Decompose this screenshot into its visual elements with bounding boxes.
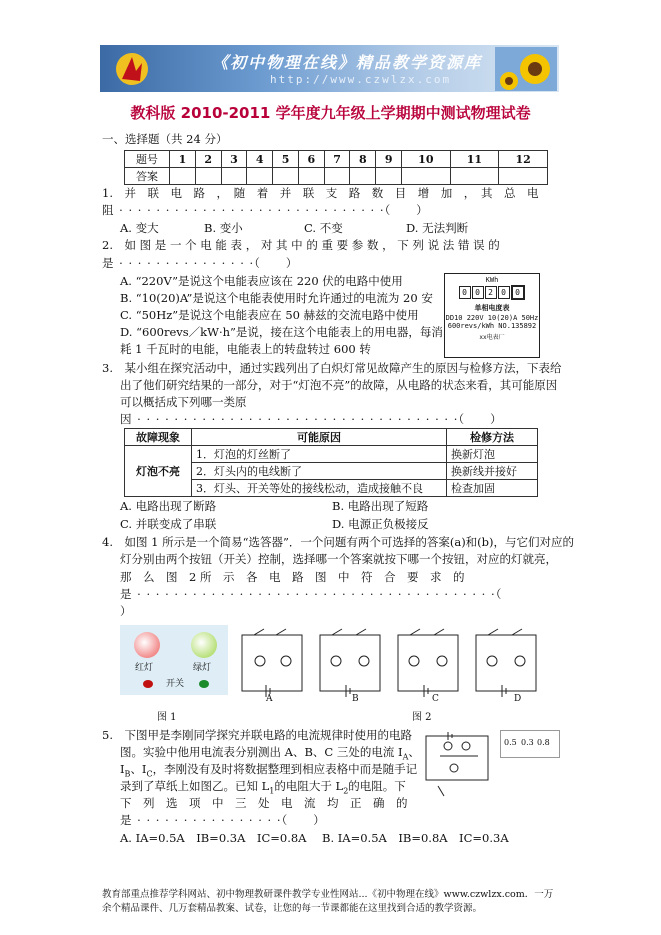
q3-option: C. 并联变成了串联 (120, 517, 217, 531)
q5-option: B. IA=0.5A IB=0.8A IC=0.3A (322, 831, 509, 845)
answer-cell[interactable] (350, 168, 376, 185)
q5-text: 录到了草纸上如图乙。已知 L (120, 779, 270, 793)
fault-cause: 2．灯头内的电线断了 (192, 463, 447, 480)
q4-line: ） (120, 604, 132, 618)
q3-option: D. 电源正负极接反 (332, 517, 429, 531)
circuit-label: A (266, 694, 273, 704)
fault-phenomenon: 灯泡不亮 (125, 446, 192, 497)
banner-url: http://www.czwlzx.com (270, 73, 452, 86)
fault-table-header (125, 429, 538, 446)
q5-text: ，李刚没有及时将数据整理到相应表格中而是随手记 (152, 762, 418, 776)
electricity-meter (444, 273, 540, 358)
q3-line: 3. 某小组在探究活动中，通过实践列出了白炽灯常见故障产生的原因与检修方法，下表给 (102, 361, 562, 375)
banner-title: 《初中物理在线》精品教学资源库 (212, 53, 483, 72)
section-heading: 一、选择题（共 24 分） (102, 132, 228, 146)
red-lamp-label: 红灯 (135, 663, 154, 673)
page-title: 教科版 2010-2011 学年度九年级上学期期中测试物理试卷 (130, 104, 531, 122)
circuit-a (242, 629, 302, 697)
answer-cell[interactable] (195, 168, 221, 185)
grid-number: 10 (402, 151, 451, 168)
meter-spec: DD10 220V 10(20)A 50Hz (445, 314, 539, 322)
q5-text: 图。实验中他用电流表分别测出 A、B、C 三处的电流 I (120, 745, 403, 759)
q3-option: A. 电路出现了断路 (120, 499, 217, 513)
grid-number: 1 (170, 151, 196, 168)
grid-number: 6 (298, 151, 324, 168)
q1-line: 1. 并 联 电 路 ， 随 着 并 联 支 路 数 目 增 加 ， 其 总 电 (102, 186, 539, 200)
answer-grid-answer-row (125, 168, 548, 185)
header-banner (100, 45, 559, 92)
fault-row (125, 446, 538, 463)
answer-cell[interactable] (499, 168, 548, 185)
meter-digit: 0 (498, 286, 510, 299)
answer-cell[interactable] (221, 168, 247, 185)
fault-table (124, 428, 538, 497)
green-lamp-label: 绿灯 (193, 663, 212, 673)
grid-number: 7 (324, 151, 350, 168)
q1-line: 阻 · · · · · · · · · · · · · · · · · · · · · · · · · · · · ·（ ） (102, 203, 429, 217)
q4-line: 那 么 图 2 所 示 各 电 路 图 中 符 合 要 求 的 (120, 570, 465, 584)
grid-label: 答案 (125, 168, 170, 185)
fault-cause: 3．灯头、开关等处的接线松动，造成接触不良 (192, 480, 447, 497)
fault-cause: 1．灯泡的灯丝断了 (192, 446, 447, 463)
fault-fix: 换新线并接好 (447, 463, 538, 480)
grid-number: 4 (247, 151, 273, 168)
q4-line: 4. 如图 1 所示是一个简易“选答器”．一个问题有两个可选择的答案(a)和(b)，与它们对应的 (102, 535, 575, 549)
scratch-value: 0.5 (504, 738, 517, 747)
answer-cell[interactable] (170, 168, 196, 185)
grid-number: 3 (221, 151, 247, 168)
grid-number: 2 (195, 151, 221, 168)
meter-digit: 0 (472, 286, 484, 299)
q5-option: A. IA=0.5A IB=0.3A IC=0.8A (120, 831, 307, 845)
circuit-label: B (352, 694, 359, 704)
q2-line: 是 · · · · · · · · · · · · · · ·（ ） (102, 256, 299, 270)
meter-digit: 0 (459, 286, 471, 299)
q5-line: 5. 下图甲是李刚同学探究并联电路的电流规律时使用的电路 (102, 728, 412, 742)
answer-cell[interactable] (324, 168, 350, 185)
figure-2-caption: 图 2 (412, 712, 432, 723)
parallel-circuit-diagram (418, 728, 498, 800)
q1-option: B. 变小 (204, 221, 243, 235)
fault-header: 故障现象 (125, 429, 192, 446)
switch-label: 开关 (166, 679, 185, 689)
sunflower-image (495, 47, 557, 91)
answer-cell[interactable] (402, 168, 451, 185)
answer-cell[interactable] (298, 168, 324, 185)
circuit-d (476, 629, 536, 697)
q3-option: B. 电路出现了短路 (332, 499, 429, 513)
answer-grid-number-row (125, 151, 548, 168)
meter-digit: 2 (485, 286, 497, 299)
scratch-value: 0.8 (537, 738, 550, 747)
page-footer: 教育部重点推荐学科网站、初中物理教研课件教学专业性网站...《初中物理在线》www.czwlzx.com．一万余个精品课件、几万套精品教案、试卷，让您的每一节课都能在这里找到合适的教学资源。 (102, 889, 554, 914)
grid-number: 9 (376, 151, 402, 168)
grid-number: 5 (273, 151, 299, 168)
meter-digits (445, 285, 539, 300)
scratch-paper (500, 730, 560, 758)
answer-cell[interactable] (273, 168, 299, 185)
q2-option: D. “600revs／kW·h”是说，接在这个电能表上的用电器，每消 (120, 325, 443, 339)
circuit-b (320, 629, 380, 697)
figure-1-caption: 图 1 (157, 712, 177, 723)
fault-fix: 换新灯泡 (447, 446, 538, 463)
q5-line: 图。实验中他用电流表分别测出 A、B、C 三处的电流 $I_A$、 (120, 745, 420, 762)
figure-2-circuits (236, 625, 546, 705)
q2-line: 2. 如 图 是 一 个 电 能 表 ， 对 其 中 的 重 要 参 数 ， 下 列 说 法 错 误 的 (102, 238, 500, 252)
q3-line: 可以概括成下列哪一类原 (120, 395, 247, 409)
q2-option: A. “220V”是说这个电能表应该在 220 伏的电路中使用 (120, 274, 403, 288)
q5-line: $I_B$、$I_C$，李刚没有及时将数据整理到相应表格中而是随手记 (120, 762, 418, 779)
q4-line: 是 · · · · · · · · · · · · · · · · · · · · · · · · · · · · · · · · · · · · · · ·（ (120, 587, 503, 601)
q1-option: A. 变大 (120, 221, 159, 235)
meter-unit: KWh (485, 276, 499, 284)
q1-option: C. 不变 (304, 221, 343, 235)
circuit-label: C (432, 694, 439, 704)
meter-label: 单相电度表 (474, 304, 510, 312)
q5-line: 是 · · · · · · · · · · · · · · · ·（ ） (120, 813, 326, 827)
circuit-c (398, 629, 458, 697)
q3-line: 因 · · · · · · · · · · · · · · · · · · · · · · · · · · · · · · · · · · ·（ ） (120, 412, 503, 426)
q2-option: B. “10(20)A”是说这个电能表使用时允许通过的电流为 20 安 (120, 291, 433, 305)
q5-text: 、I (130, 762, 147, 776)
answer-grid (124, 150, 548, 185)
site-logo (114, 51, 150, 87)
q3-line: 出了他们研究结果的一部分，对于“灯泡不亮”的故障，从电路的状态来看，其可能原因 (120, 378, 558, 392)
grid-number: 12 (499, 151, 548, 168)
meter-maker: xx电表厂 (479, 334, 505, 341)
answer-cell[interactable] (450, 168, 499, 185)
meter-digit: 0 (511, 285, 525, 300)
grid-label: 题号 (125, 151, 170, 168)
q2-option: 耗 1 千瓦时的电能，电能表上的转盘转过 600 转 (120, 342, 371, 356)
grid-number: 11 (450, 151, 499, 168)
q4-line: 灯分别由两个按钮（开关）控制，选择哪一个答案就按下哪一个按钮，对应的灯就亮， (120, 552, 557, 566)
circuit-label: D (514, 694, 522, 704)
meter-spec: 600revs/kWh NO.135892 (447, 322, 537, 330)
answer-cell[interactable] (376, 168, 402, 185)
fault-header: 检修方法 (447, 429, 538, 446)
scratch-value: 0.3 (521, 738, 534, 747)
q2-option: C. “50Hz”是说这个电能表应在 50 赫兹的交流电路中使用 (120, 308, 419, 322)
q5-line: 下 列 选 项 中 三 处 电 流 均 正 确 的 (120, 796, 408, 810)
grid-number: 8 (350, 151, 376, 168)
q1-option: D. 无法判断 (406, 221, 469, 235)
fault-header: 可能原因 (192, 429, 447, 446)
q5-line: 录到了草纸上如图乙。已知 $L_1$的电阻大于 $L_2$的电阻。下 (120, 779, 406, 796)
figure-1-answer-box (120, 625, 228, 695)
fault-fix: 检查加固 (447, 480, 538, 497)
answer-cell[interactable] (247, 168, 273, 185)
